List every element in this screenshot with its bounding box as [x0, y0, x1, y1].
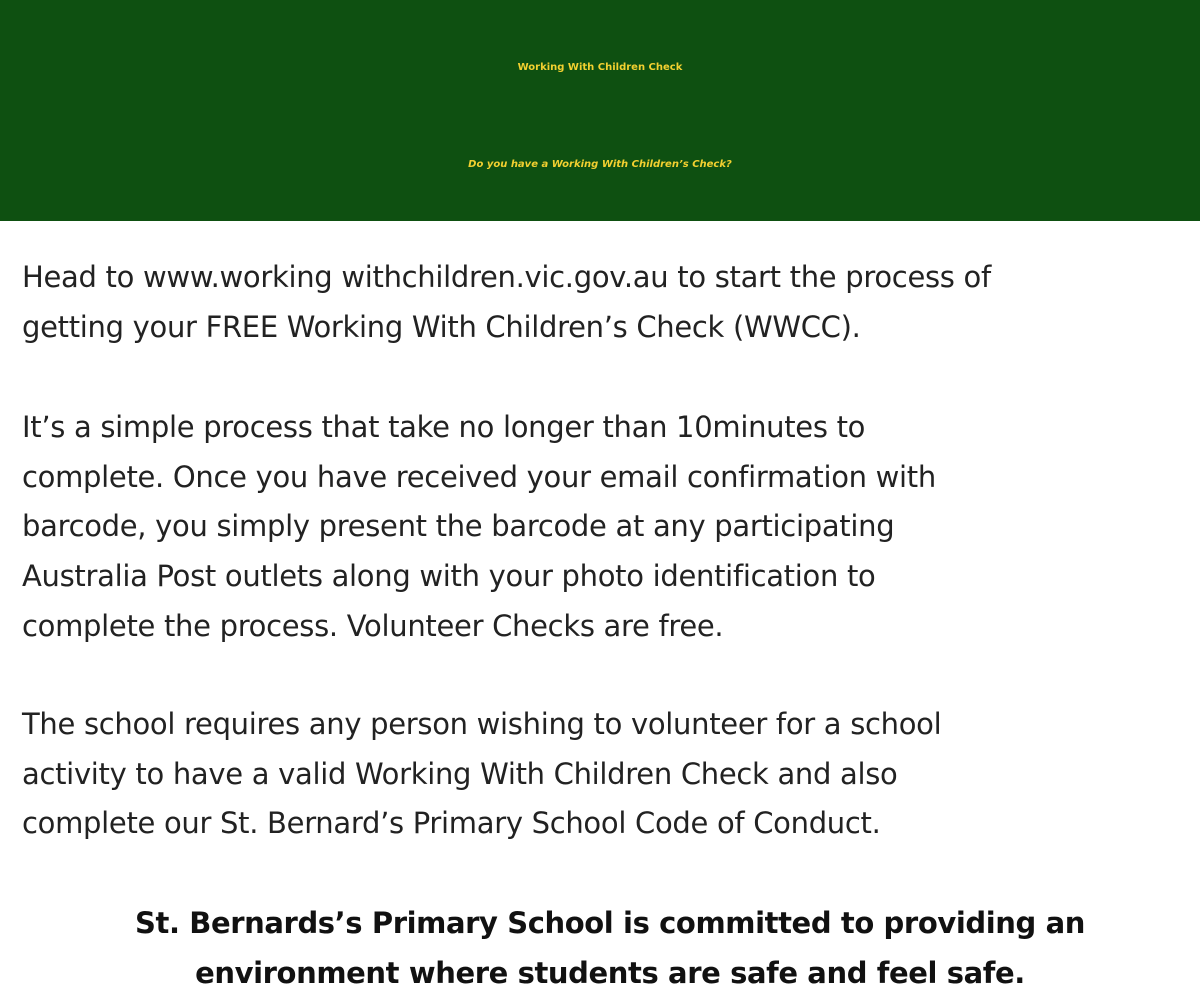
- paragraph-line: The school requires any person wishing to volunteer for a school: [22, 707, 942, 741]
- header-banner: [0, 0, 1200, 221]
- paragraph-line: Head to www.working withchildren.vic.gov.au to start the process of: [22, 260, 991, 294]
- paragraph-website-instructions: [22, 253, 1192, 352]
- page-subtitle: Do you have a Working With Children’s Check?: [468, 159, 732, 170]
- paragraph-line: complete. Once you have received your email confirmation with: [22, 459, 936, 494]
- paragraph-school-requirements: [22, 700, 1192, 849]
- paragraph-line: complete the process. Volunteer Checks are free.: [22, 608, 724, 643]
- paragraph-line: It’s a simple process that take no longer than 10minutes to: [22, 410, 866, 444]
- closing-statement: [0, 899, 1200, 998]
- paragraph-line: complete our St. Bernard’s Primary School Code of Conduct.: [22, 806, 881, 841]
- paragraph-line: barcode, you simply present the barcode at any participating: [22, 509, 895, 544]
- paragraph-line: Australia Post outlets along with your photo identification to: [22, 559, 876, 594]
- paragraph-line: activity to have a valid Working With Children Check and also: [22, 756, 898, 791]
- paragraph-line: getting your FREE Working With Children’s Check (WWCC).: [22, 309, 861, 344]
- closing-line: environment where students are safe and feel safe.: [195, 955, 1025, 990]
- page-title: Working With Children Check: [517, 62, 683, 73]
- closing-line: St. Bernards’s Primary School is committed to providing an: [135, 906, 1085, 940]
- paragraph-process-description: [22, 403, 1192, 652]
